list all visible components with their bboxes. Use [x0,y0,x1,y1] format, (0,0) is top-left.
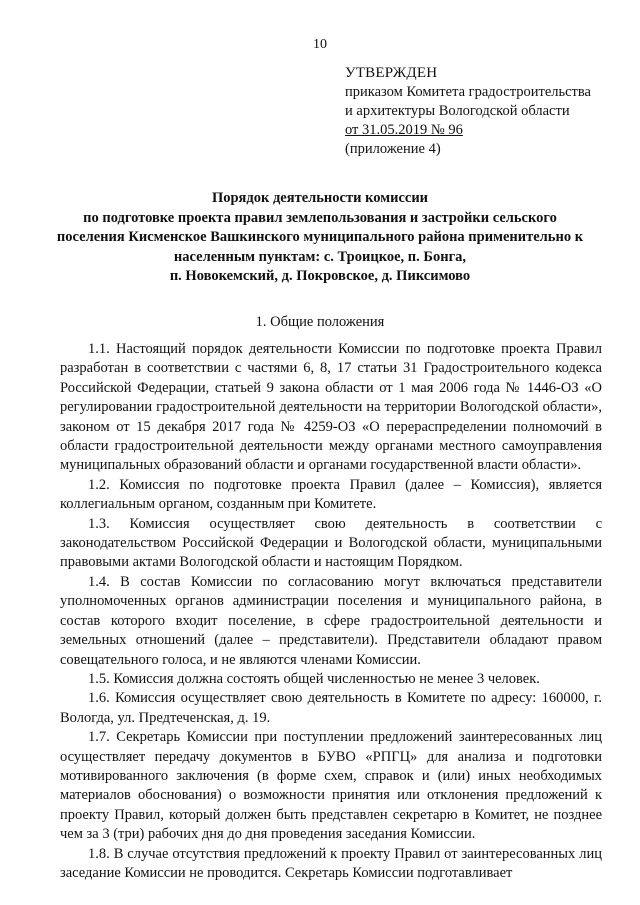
approval-stamp [345,64,591,159]
paragraph-1-4: 1.4. В состав Комиссии по согласованию могут включаться представители уполномоченных органов администрации поселения и муниципального района, в состав которого входит поселение, в сфере градостроительной деятельности и земельных отношений (далее – представители). Представители обладают правом совещательного голоса, и не являются членами Комиссии. [60,573,602,668]
document-title-line: п. Новокемский, д. Покровское, д. Пиксимово [169,268,471,284]
approval-line-date: от 31.05.2019 № 96 [345,122,463,138]
document-title-line: поселения Кисменское Вашкинского муниципального района применительно к [56,229,584,245]
section-heading: 1. Общие положения [255,314,385,330]
paragraph-1-1: 1.1. Настоящий порядок деятельности Комиссии по подготовке проекта Правил разработан в соответствии с частями 6, 8, 17 статьи 31 Градостроительного кодекса Российской Федерации, статьей 9 закона области от 1 мая 2006 года № 1446-ОЗ «О регулировании градостроительной деятельности на территории Вологодской области», законом от 15 декабря 2017 года № 4259-ОЗ «О перераспределении полномочий в области градостроительной деятельности между органами местного самоуправления муниципальных образований области и органами государственной власти области». [60,341,602,474]
document-title-line: Порядок деятельности комиссии [211,190,429,206]
document-title-line: населенным пунктам: с. Троицкое, п. Бонга, [173,248,467,265]
paragraph-1-8: 1.8. В случае отсутствия предложений к проекту Правил от заинтересованных лиц заседание Комиссии не проводится. Секретарь Комиссии подготавливает [60,845,602,881]
approval-line-appendix: (приложение 4) [345,141,441,157]
paragraph-1-3: 1.3. Комиссия осуществляет свою деятельность в соответствии с законодательством Российской Федерации и Вологодской области, муниципальными правовыми актами Вологодской области и настоящим Порядком. [60,515,602,571]
document-body [60,340,602,883]
approval-title: УТВЕРЖДЕН [345,65,438,81]
paragraph-1-2: 1.2. Комиссия по подготовке проекта Правил (далее – Комиссия), является коллегиальным органом, созданным при Комитете. [60,476,602,513]
page-number: 10 [313,37,327,52]
approval-line-committee: и архитектуры Вологодской области [345,103,570,119]
approval-line-order: приказом Комитета градостроительства [345,84,591,100]
paragraph-1-5: 1.5. Комиссия должна состоять общей численностью не менее 3 человек. [88,670,540,687]
document-title [34,189,606,287]
paragraph-1-6: 1.6. Комиссия осуществляет свою деятельность в Комитете по адресу: 160000, г. Вологда, ул. Предтеченская, д. 19. [60,690,602,726]
paragraph-1-7: 1.7. Секретарь Комиссии при поступлении предложений заинтересованных лиц осуществляет передачу документов в БУВО «РПГЦ» для анализа и подготовки мотивированного заключения (в форме схем, справок и (или) иных необходимых материалов обоснования) о возможности принятия или отклонения предложений к проекту Правил, который должен быть представлен секретарю в Комитет, не позднее чем за 3 (три) рабочих дня до дня проведения заседания Комиссии. [60,729,602,843]
document-title-line: по подготовке проекта правил землепользования и застройки сельского [83,209,557,226]
